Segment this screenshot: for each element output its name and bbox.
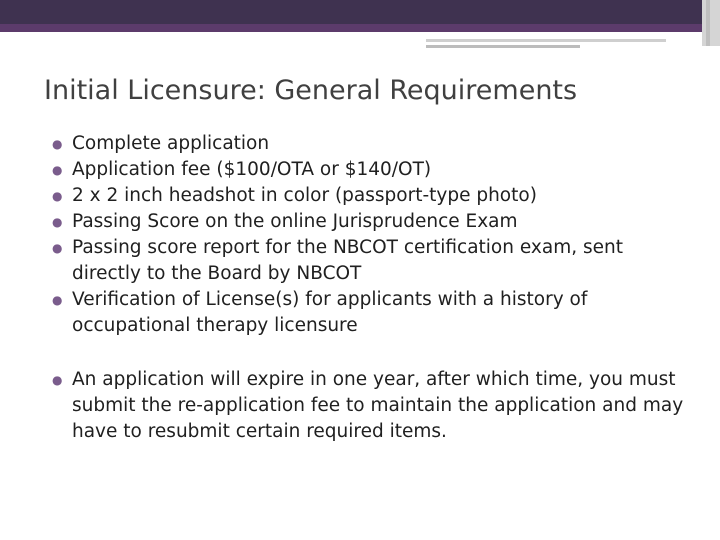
list-item-text: Application fee ($100/OTA or $140/OT) [72, 159, 432, 180]
bullet-icon: ● [52, 241, 63, 255]
bullet-icon: ● [52, 373, 63, 387]
spacer [44, 339, 684, 367]
list-item [44, 209, 684, 235]
header-accent-bar [0, 24, 702, 32]
bullet-icon: ● [52, 293, 63, 307]
list-item [44, 367, 684, 445]
expiry-note: An application will expire in one year, after which time, you must submit the re-application fee to maintain the application and may have to resubmit certain required items. [72, 369, 684, 442]
list-item-text: Passing Score on the online Jurisprudence Exam [72, 211, 518, 232]
note-list [44, 367, 684, 445]
bullet-icon: ● [52, 215, 63, 229]
slide-content [44, 131, 684, 445]
bullet-icon: ● [52, 137, 63, 151]
header-bar [0, 0, 702, 24]
list-item-text: Verification of License(s) for applicants with a history of occupational therapy licensure [72, 289, 588, 336]
requirements-list [44, 131, 684, 339]
bullet-icon: ● [52, 189, 63, 203]
list-item-text: Passing score report for the NBCOT certification exam, sent directly to the Board by NBCOT [72, 237, 623, 284]
list-item-text: Complete application [72, 133, 270, 154]
list-item [44, 131, 684, 157]
list-item [44, 235, 684, 287]
slide-title: Initial Licensure: General Requirements [44, 75, 578, 106]
header-rule-long [426, 39, 666, 42]
header-corner-stripe [706, 0, 710, 46]
bullet-icon: ● [52, 163, 63, 177]
header-rule-short [426, 45, 580, 48]
header-corner-block [702, 0, 720, 46]
list-item [44, 287, 684, 339]
list-item-text: 2 x 2 inch headshot in color (passport-type photo) [72, 185, 537, 206]
list-item [44, 157, 684, 183]
list-item [44, 183, 684, 209]
